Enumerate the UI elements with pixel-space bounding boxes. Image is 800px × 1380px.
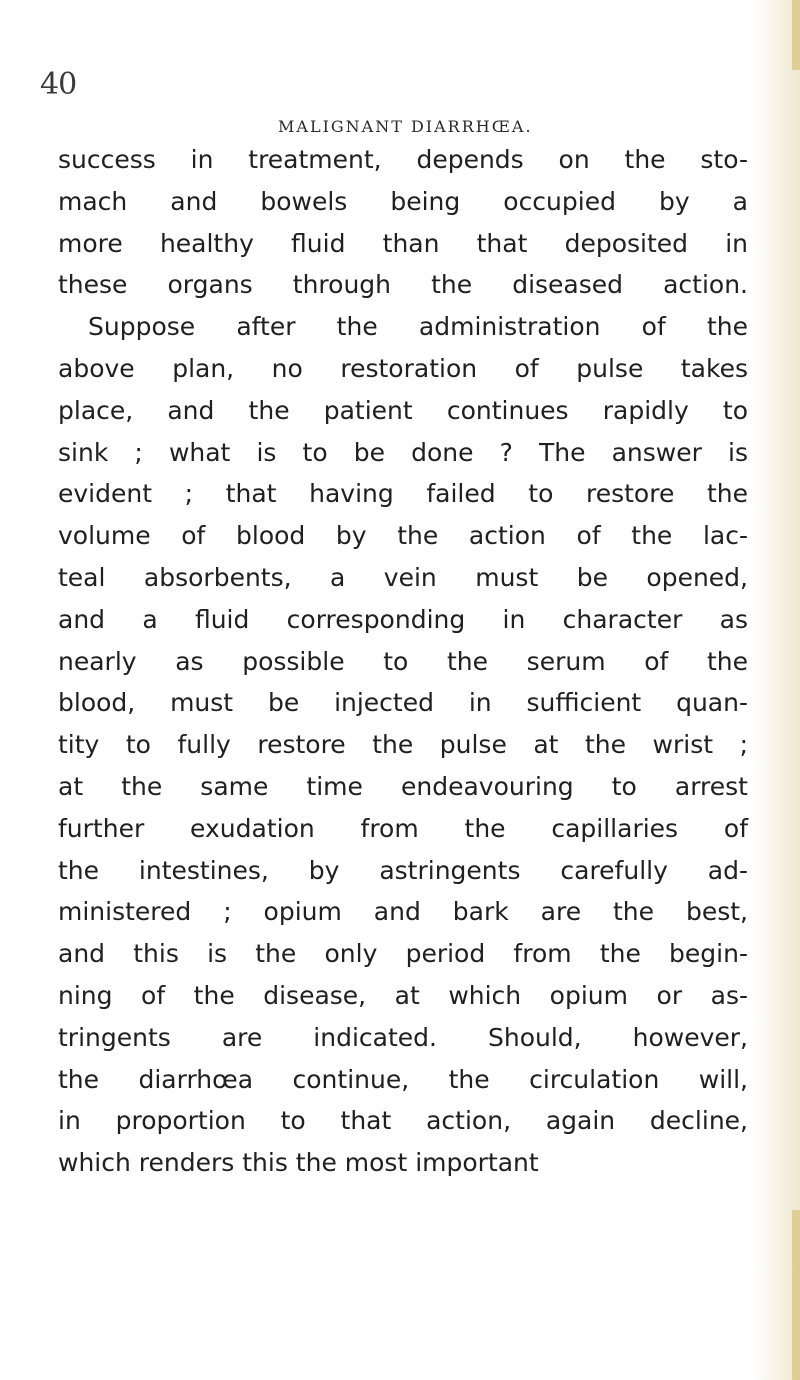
text-line: success in treatment, depends on the sto- xyxy=(58,145,748,174)
page-edge-stain-bottom xyxy=(792,1210,800,1380)
text-line: teal absorbents, a vein must be opened, xyxy=(58,562,748,592)
text-line: tity to fully restore the pulse at the wrist ; xyxy=(58,730,748,760)
text-line: the intestines, by astringents carefully ad- xyxy=(58,855,748,885)
text-line: in proportion to that action, again decline, xyxy=(58,1106,748,1136)
text-line: these organs through the diseased action. xyxy=(58,270,748,300)
page-edge-stain-top xyxy=(792,0,800,70)
text-line: blood, must be injected in sufficient quan- xyxy=(58,688,748,718)
text-line-last: which renders this the most important xyxy=(58,1148,539,1178)
text-line: volume of blood by the action of the lac- xyxy=(58,521,748,551)
text-line: at the same time endeavouring to arrest xyxy=(58,771,748,801)
text-line: sink ; what is to be done ? The answer is xyxy=(58,437,748,467)
text-line: and a fluid corresponding in character as xyxy=(58,604,748,634)
text-line: above plan, no restoration of pulse takes xyxy=(58,353,748,383)
page-number: 40 xyxy=(40,67,77,102)
text-line: nearly as possible to the serum of the xyxy=(58,646,748,676)
text-line: further exudation from the capillaries of xyxy=(58,813,748,843)
body-text xyxy=(58,139,748,1184)
text-line: and this is the only period from the begin- xyxy=(58,939,748,969)
text-line: mach and bowels being occupied by a xyxy=(58,186,748,216)
text-line: ministered ; opium and bark are the best, xyxy=(58,897,748,927)
text-line: evident ; that having failed to restore the xyxy=(58,479,748,509)
text-line: tringents are indicated. Should, however, xyxy=(58,1022,748,1052)
paragraph-start-line: Suppose after the administration of the xyxy=(88,312,748,342)
text-line: more healthy fluid than that deposited in xyxy=(58,228,748,258)
running-head: MALIGNANT DIARRHŒA. xyxy=(278,117,533,136)
text-line: ning of the disease, at which opium or as- xyxy=(58,980,748,1010)
text-line: place, and the patient continues rapidly to xyxy=(58,395,748,425)
text-line: the diarrhœa continue, the circulation will, xyxy=(58,1064,748,1094)
